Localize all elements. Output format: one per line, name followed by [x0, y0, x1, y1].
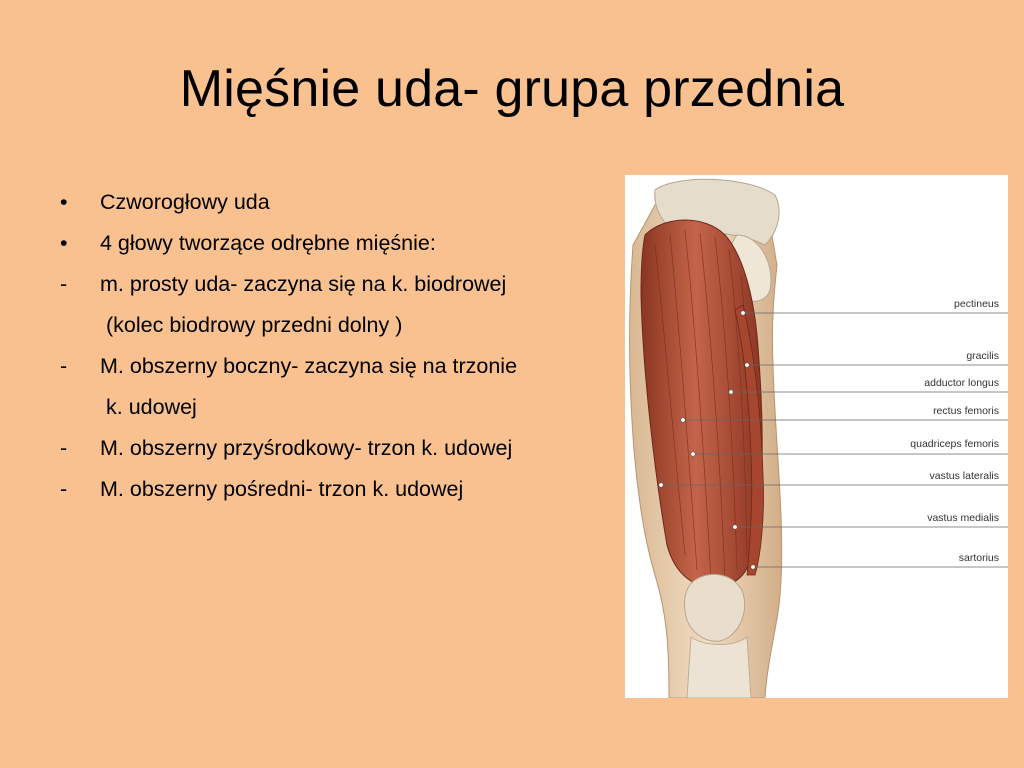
- label-sartorius: sartorius: [958, 552, 999, 564]
- bullet-text: M. obszerny przyśrodkowy- trzon k. udowej: [100, 436, 513, 460]
- dash-marker: -: [60, 436, 68, 460]
- dash-marker: -: [60, 354, 68, 378]
- bullet-continuation: [58, 387, 618, 428]
- bullet-continuation: [58, 305, 618, 346]
- thigh-muscles-illustration: [625, 175, 1008, 698]
- bullet-item: [58, 346, 618, 387]
- bullet-text: M. obszerny boczny- zaczyna się na trzonie: [100, 354, 518, 378]
- label-vastus-medialis: vastus medialis: [927, 512, 999, 524]
- label-adductor-longus: adductor longus: [924, 377, 999, 389]
- patella: [684, 574, 744, 641]
- bullet-item: [58, 223, 618, 264]
- bullet-text: Czworogłowy uda: [100, 190, 270, 214]
- label-vastus-lateralis: vastus lateralis: [929, 470, 999, 482]
- bullet-marker: •: [60, 231, 68, 255]
- bullet-text: k. udowej: [106, 395, 197, 419]
- bullet-text: (kolec biodrowy przedni dolny ): [106, 313, 403, 337]
- label-quadriceps-femoris: quadriceps femoris: [910, 438, 999, 450]
- label-rectus-femoris: rectus femoris: [933, 405, 999, 417]
- bullet-text: 4 głowy tworzące odrębne mięśnie:: [100, 231, 436, 255]
- leader-labels: [910, 298, 999, 564]
- bullet-text: M. obszerny pośredni- trzon k. udowej: [100, 477, 464, 501]
- anatomy-drawing: [625, 175, 1008, 698]
- label-gracilis: gracilis: [966, 350, 999, 362]
- dash-marker: -: [60, 477, 68, 501]
- bullet-item: [58, 428, 618, 469]
- bullet-marker: •: [60, 190, 68, 214]
- bullet-text: m. prosty uda- zaczyna się na k. biodrowej: [100, 272, 507, 296]
- patellar-tendon: [687, 637, 751, 698]
- slide-title: Mięśnie uda- grupa przednia: [179, 60, 845, 118]
- label-pectineus: pectineus: [954, 298, 999, 310]
- bullet-item: [58, 182, 618, 223]
- bullet-item: [58, 264, 618, 305]
- bullet-item: [58, 469, 618, 510]
- dash-marker: -: [60, 272, 68, 296]
- bullet-list: [58, 182, 618, 510]
